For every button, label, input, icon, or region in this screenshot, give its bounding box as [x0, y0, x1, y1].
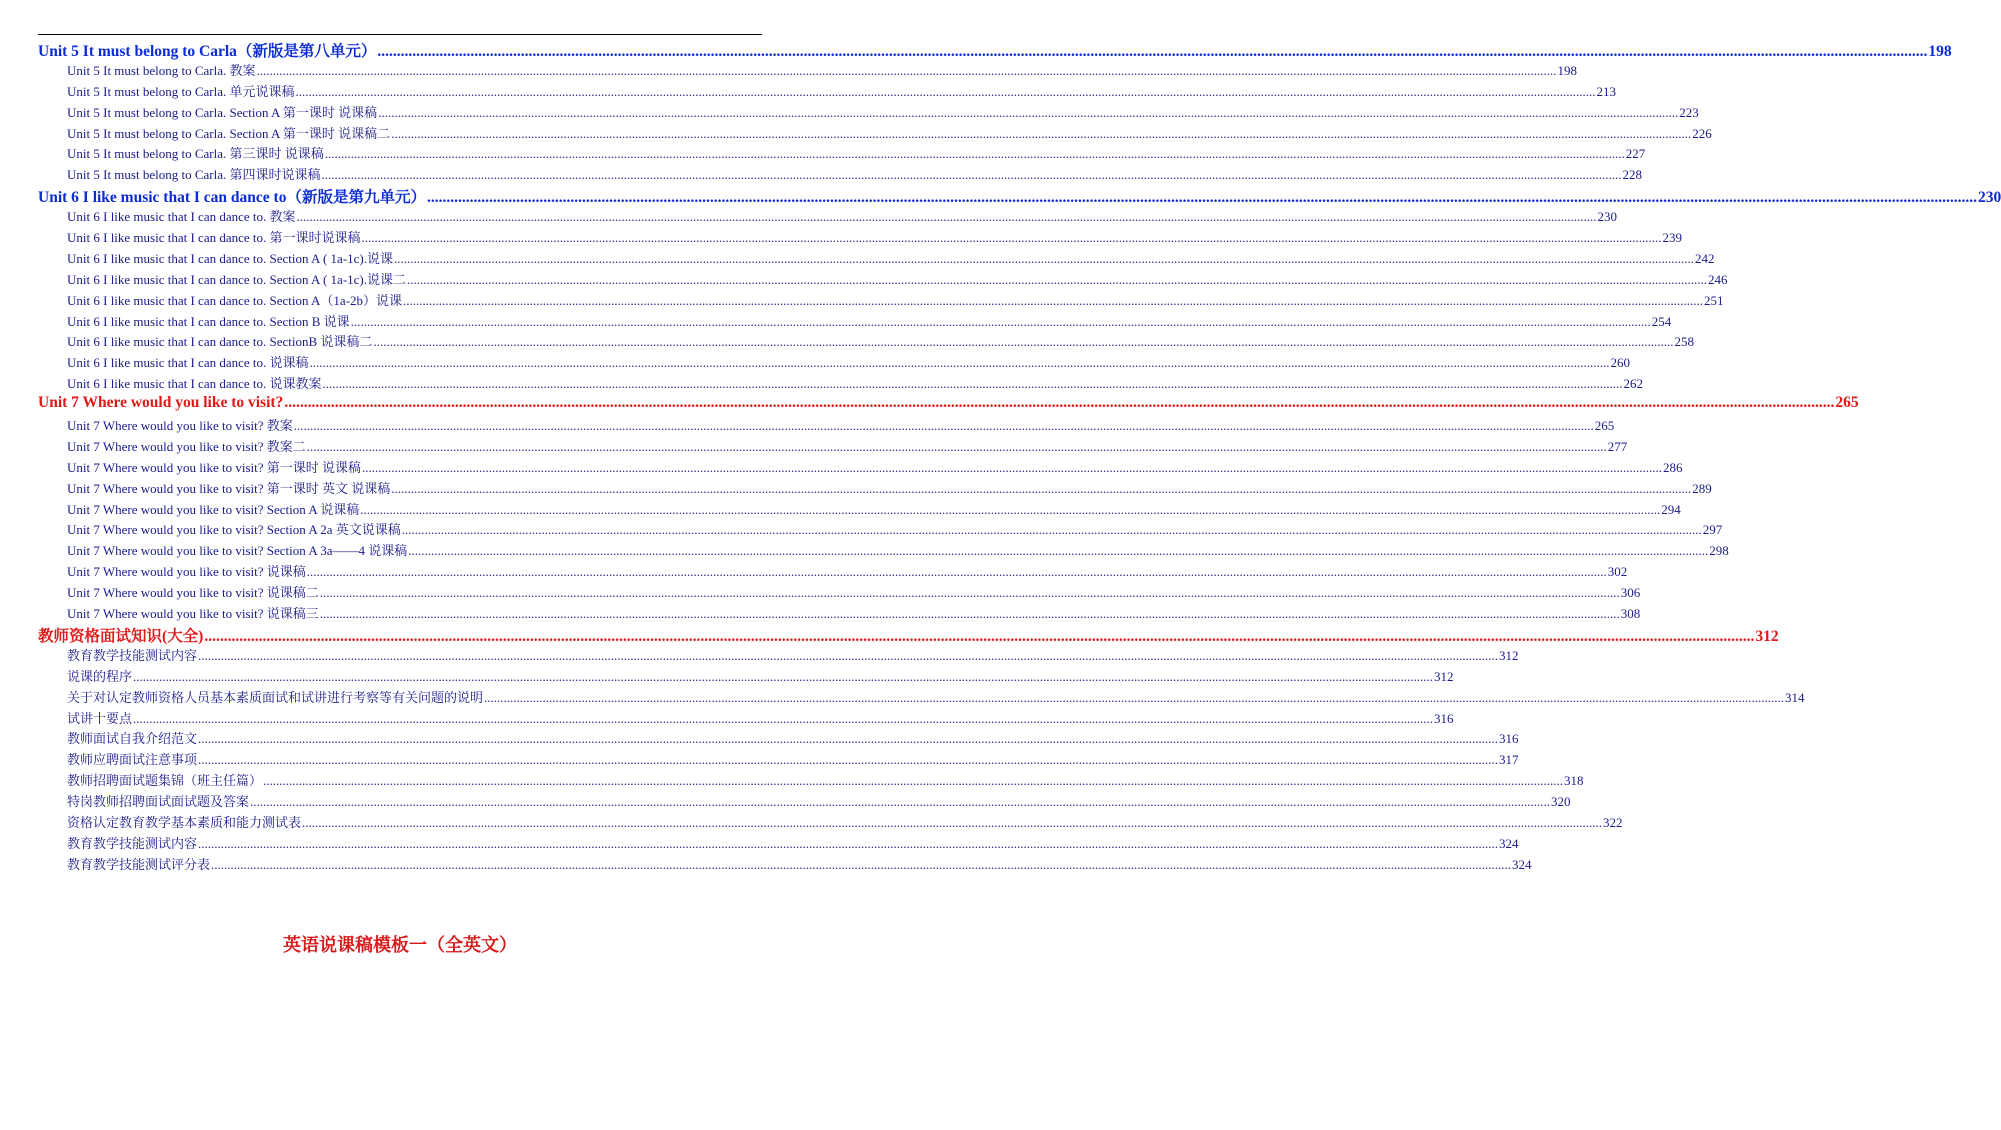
toc-entry-page: 230	[1977, 189, 2001, 207]
toc-entry-title: 资格认定教育教学基本素质和能力测试表	[67, 814, 302, 830]
dot-leader: ................................................................................................................................................................................................................................................................................................................................................................................................................	[295, 83, 1596, 99]
toc-entry[interactable]	[38, 415, 1615, 436]
dot-leader: ................................................................................................................................................................................................................................................................................................................................................................................................................	[324, 146, 1625, 162]
toc-entry-page: 306	[1620, 585, 1641, 601]
toc-entry[interactable]	[38, 331, 1694, 352]
toc-entry-title: Unit 7 Where would you like to visit? Section A 2a 英文说课稿	[67, 522, 401, 538]
toc-entry[interactable]	[38, 81, 1616, 102]
toc-entry-page: 322	[1603, 814, 1623, 830]
toc-entry-page: 302	[1607, 564, 1628, 580]
toc-entry-title: Unit 6 I like music that I can dance to. Section A ( 1a-1c).说课	[67, 250, 393, 266]
toc-entry-title: Unit 6 I like music that I can dance to（新版是第九单元）	[38, 189, 426, 207]
toc-entry-title: Unit 6 I like music that I can dance to. 教案	[67, 209, 296, 225]
toc-entry-page: 314	[1785, 689, 1805, 705]
toc-entry-title: 教师招聘面试题集锦（班主任篇）	[67, 773, 263, 789]
toc-entry[interactable]	[38, 227, 1683, 248]
toc-entry[interactable]	[38, 290, 1724, 311]
toc-entry-page: 258	[1674, 334, 1694, 350]
toc-entry-page: 242	[1695, 250, 1715, 266]
toc-entry-page: 298	[1709, 543, 1729, 559]
toc-entry[interactable]	[38, 728, 1519, 749]
dot-leader: ................................................................................................................................................................................................................................................................................................................................................................................................................	[211, 856, 1512, 872]
toc-entry[interactable]	[38, 519, 1723, 540]
toc-entry-title: Unit 7 Where would you like to visit? 教案	[67, 418, 293, 434]
toc-entry[interactable]	[38, 791, 1571, 812]
dot-leader: ................................................................................................................................................................................................................................................................................................................................................................................................................	[309, 355, 1610, 371]
toc-entry-title: Unit 7 Where would you like to visit? 第一课时 英文 说课稿	[67, 480, 391, 496]
toc-heading-entry[interactable]	[38, 185, 2001, 207]
toc-entry-title: Unit 5 It must belong to Carla. Section A 第一课时 说课稿	[67, 104, 378, 120]
toc-entry-title: Unit 6 I like music that I can dance to. Section A（1a-2b）说课	[67, 292, 403, 308]
dot-leader: ................................................................................................................................................................................................................................................................................................................................................................................................................	[133, 710, 1434, 726]
toc-entry-page: 324	[1499, 835, 1519, 851]
toc-entry[interactable]	[38, 123, 1712, 144]
dot-leader: ................................................................................................................................................................................................................................................................................................................................................................................................................	[319, 606, 1620, 622]
toc-entry[interactable]	[38, 666, 1454, 687]
toc-entry-title: 特岗教师招聘面试面试题及答案	[67, 794, 250, 810]
toc-entry-title: Unit 6 I like music that I can dance to. 第一课时说课稿	[67, 230, 361, 246]
toc-entry[interactable]	[38, 687, 1805, 708]
toc-entry-page: 246	[1708, 271, 1728, 287]
dot-leader: ................................................................................................................................................................................................................................................................................................................................................................................................................	[306, 564, 1607, 580]
dot-leader: ................................................................................................................................................................................................................................................................................................................................................................................................................	[256, 62, 1557, 78]
toc-entry-page: 260	[1610, 355, 1631, 371]
toc-entry-title: Unit 5 It must belong to Carla. Section A 第一课时 说课稿二	[67, 125, 391, 141]
toc-entry[interactable]	[38, 812, 1623, 833]
toc-entry-page: 230	[1597, 209, 1618, 225]
toc-entry-page: 308	[1620, 606, 1641, 622]
toc-entry-page: 324	[1512, 856, 1532, 872]
toc-entry[interactable]	[38, 645, 1519, 666]
dot-leader: ................................................................................................................................................................................................................................................................................................................................................................................................................	[198, 835, 1499, 851]
toc-entry[interactable]	[38, 708, 1454, 729]
dot-leader: ................................................................................................................................................................................................................................................................................................................................................................................................................	[360, 501, 1661, 517]
toc-entry-page: 312	[1755, 627, 1779, 645]
toc-heading-entry[interactable]	[38, 394, 1859, 415]
dot-leader: ................................................................................................................................................................................................................................................................................................................................................................................................................	[426, 189, 1977, 207]
toc-entry-page: 317	[1499, 752, 1519, 768]
toc-entry-title: 教师资格面试知识(大全)	[38, 627, 204, 645]
toc-entry-title: Unit 7 Where would you like to visit? Section A 说课稿	[67, 501, 360, 517]
dot-leader: ................................................................................................................................................................................................................................................................................................................................................................................................................	[133, 668, 1434, 684]
dot-leader: ................................................................................................................................................................................................................................................................................................................................................................................................................	[361, 230, 1662, 246]
dot-leader: ................................................................................................................................................................................................................................................................................................................................................................................................................	[407, 271, 1707, 287]
toc-heading-entry[interactable]	[38, 624, 1779, 645]
toc-entry-title: Unit 7 Where would you like to visit? 说课稿二	[67, 585, 319, 601]
toc-heading-entry[interactable]	[38, 39, 1952, 60]
toc-entry-page: 294	[1661, 501, 1681, 517]
toc-entry-title: 教育教学技能测试内容	[67, 835, 198, 851]
toc-entry-title: Unit 7 Where would you like to visit? 第一课时 说课稿	[67, 459, 362, 475]
toc-entry[interactable]	[38, 854, 1532, 875]
toc-entry[interactable]	[38, 833, 1519, 854]
toc-entry-title: Unit 5 It must belong to Carla（新版是第八单元）	[38, 43, 377, 60]
dot-leader: ................................................................................................................................................................................................................................................................................................................................................................................................................	[373, 334, 1674, 350]
toc-entry[interactable]	[38, 206, 1618, 227]
dot-leader: ................................................................................................................................................................................................................................................................................................................................................................................................................	[394, 250, 1694, 266]
toc-entry[interactable]	[38, 457, 1683, 478]
dot-leader: ................................................................................................................................................................................................................................................................................................................................................................................................................	[198, 647, 1499, 663]
toc-entry-title: 教育教学技能测试评分表	[67, 856, 211, 872]
dot-leader: ................................................................................................................................................................................................................................................................................................................................................................................................................	[302, 814, 1603, 830]
dot-leader: ................................................................................................................................................................................................................................................................................................................................................................................................................	[293, 418, 1594, 434]
toc-entry[interactable]	[38, 582, 1641, 603]
dot-leader: ................................................................................................................................................................................................................................................................................................................................................................................................................	[284, 394, 1835, 412]
toc-entry[interactable]	[38, 248, 1715, 269]
toc-entry-title: Unit 6 I like music that I can dance to. Section B 说课	[67, 313, 350, 329]
dot-leader: ................................................................................................................................................................................................................................................................................................................................................................................................................	[401, 522, 1702, 538]
toc-entry[interactable]	[38, 749, 1519, 770]
toc-entry-title: Unit 6 I like music that I can dance to. 说课稿	[67, 355, 309, 371]
toc-entry-page: 213	[1596, 83, 1616, 99]
dot-leader: ................................................................................................................................................................................................................................................................................................................................................................................................................	[377, 43, 1928, 60]
dot-leader: ................................................................................................................................................................................................................................................................................................................................................................................................................	[391, 480, 1692, 496]
toc-entry-title: Unit 7 Where would you like to visit? 说课稿三	[67, 606, 319, 622]
table-of-contents	[38, 39, 2001, 875]
toc-entry-page: 316	[1499, 731, 1519, 747]
top-rule	[38, 34, 762, 35]
toc-entry[interactable]	[38, 540, 1729, 561]
dot-leader: ................................................................................................................................................................................................................................................................................................................................................................................................................	[198, 752, 1499, 768]
toc-entry-page: 277	[1607, 438, 1628, 454]
toc-entry[interactable]	[38, 373, 1644, 394]
toc-entry-title: Unit 7 Where would you like to visit?	[38, 394, 284, 412]
toc-entry-page: 239	[1662, 230, 1683, 246]
dot-leader: ................................................................................................................................................................................................................................................................................................................................................................................................................	[198, 731, 1499, 747]
toc-entry-title: 教师应聘面试注意事项	[67, 752, 198, 768]
dot-leader: ................................................................................................................................................................................................................................................................................................................................................................................................................	[319, 585, 1620, 601]
toc-entry[interactable]	[38, 436, 1628, 457]
dot-leader: ................................................................................................................................................................................................................................................................................................................................................................................................................	[204, 627, 1755, 645]
toc-entry-page: 227	[1625, 146, 1646, 162]
toc-entry-title: Unit 6 I like music that I can dance to. 说课教案	[67, 376, 322, 392]
toc-entry-page: 198	[1557, 62, 1577, 78]
dot-leader: ................................................................................................................................................................................................................................................................................................................................................................................................................	[391, 125, 1692, 141]
toc-entry[interactable]	[38, 603, 1641, 624]
toc-entry-title: Unit 6 I like music that I can dance to. Section A ( 1a-1c).说课二	[67, 271, 406, 287]
toc-entry-title: Unit 5 It must belong to Carla. 教案	[67, 62, 256, 78]
toc-entry-page: 289	[1692, 480, 1712, 496]
toc-entry[interactable]	[38, 143, 1646, 164]
toc-entry[interactable]	[38, 269, 1728, 290]
toc-entry-title: Unit 5 It must belong to Carla. 单元说课稿	[67, 83, 295, 99]
toc-entry-title: 教师面试自我介绍范文	[67, 731, 198, 747]
toc-entry-page: 265	[1594, 418, 1615, 434]
toc-entry-page: 198	[1928, 43, 1952, 60]
dot-leader: ................................................................................................................................................................................................................................................................................................................................................................................................................	[263, 773, 1564, 789]
toc-entry-page: 228	[1622, 167, 1642, 183]
toc-entry[interactable]	[38, 561, 1628, 582]
toc-entry-page: 297	[1702, 522, 1723, 538]
toc-entry[interactable]	[38, 164, 1642, 185]
toc-entry-page: 254	[1651, 313, 1672, 329]
toc-entry-title: Unit 7 Where would you like to visit? 说课稿	[67, 564, 306, 580]
dot-leader: ................................................................................................................................................................................................................................................................................................................................................................................................................	[378, 104, 1679, 120]
dot-leader: ................................................................................................................................................................................................................................................................................................................................................................................................................	[362, 459, 1663, 475]
toc-entry-page: 265	[1835, 394, 1859, 412]
toc-entry-page: 286	[1663, 459, 1683, 475]
toc-entry-title: Unit 5 It must belong to Carla. 第三课时 说课稿	[67, 146, 324, 162]
toc-entry-page: 312	[1434, 668, 1454, 684]
toc-entry-title: Unit 7 Where would you like to visit? Section A 3a——4 说课稿	[67, 543, 408, 559]
toc-entry-title: 关于对认定教师资格人员基本素质面试和试讲进行考察等有关问题的说明	[67, 689, 484, 705]
toc-entry-title: 试讲十要点	[67, 710, 133, 726]
dot-leader: ................................................................................................................................................................................................................................................................................................................................................................................................................	[321, 167, 1622, 183]
toc-entry-title: Unit 7 Where would you like to visit? 教案二	[67, 438, 306, 454]
toc-entry-page: 226	[1692, 125, 1712, 141]
toc-entry[interactable]	[38, 352, 1631, 373]
toc-entry-title: 教育教学技能测试内容	[67, 647, 198, 663]
toc-entry[interactable]	[38, 102, 1699, 123]
dot-leader: ................................................................................................................................................................................................................................................................................................................................................................................................................	[408, 543, 1709, 559]
dot-leader: ................................................................................................................................................................................................................................................................................................................................................................................................................	[250, 794, 1551, 810]
toc-entry-title: 说课的程序	[67, 668, 133, 684]
dot-leader: ................................................................................................................................................................................................................................................................................................................................................................................................................	[350, 313, 1651, 329]
toc-entry-title: Unit 6 I like music that I can dance to. SectionB 说课稿二	[67, 334, 373, 350]
toc-entry-page: 320	[1551, 794, 1571, 810]
dot-leader: ................................................................................................................................................................................................................................................................................................................................................................................................................	[322, 376, 1623, 392]
toc-entry[interactable]	[38, 478, 1712, 499]
dot-leader: ................................................................................................................................................................................................................................................................................................................................................................................................................	[484, 689, 1785, 705]
toc-entry-title: Unit 5 It must belong to Carla. 第四课时说课稿	[67, 167, 321, 183]
toc-entry[interactable]	[38, 770, 1584, 791]
toc-entry-page: 316	[1434, 710, 1454, 726]
toc-entry-page: 262	[1623, 376, 1644, 392]
toc-entry[interactable]	[38, 499, 1681, 520]
toc-entry-page: 223	[1679, 104, 1699, 120]
dot-leader: ................................................................................................................................................................................................................................................................................................................................................................................................................	[296, 209, 1597, 225]
toc-entry-page: 251	[1704, 292, 1724, 308]
toc-entry-page: 318	[1564, 773, 1584, 789]
dot-leader: ................................................................................................................................................................................................................................................................................................................................................................................................................	[306, 438, 1607, 454]
dot-leader: ................................................................................................................................................................................................................................................................................................................................................................................................................	[403, 292, 1704, 308]
section-heading: 英语说课稿模板一（全英文）	[283, 935, 517, 955]
toc-entry[interactable]	[38, 311, 1672, 332]
toc-entry[interactable]	[38, 60, 1577, 81]
toc-entry-page: 312	[1499, 647, 1519, 663]
